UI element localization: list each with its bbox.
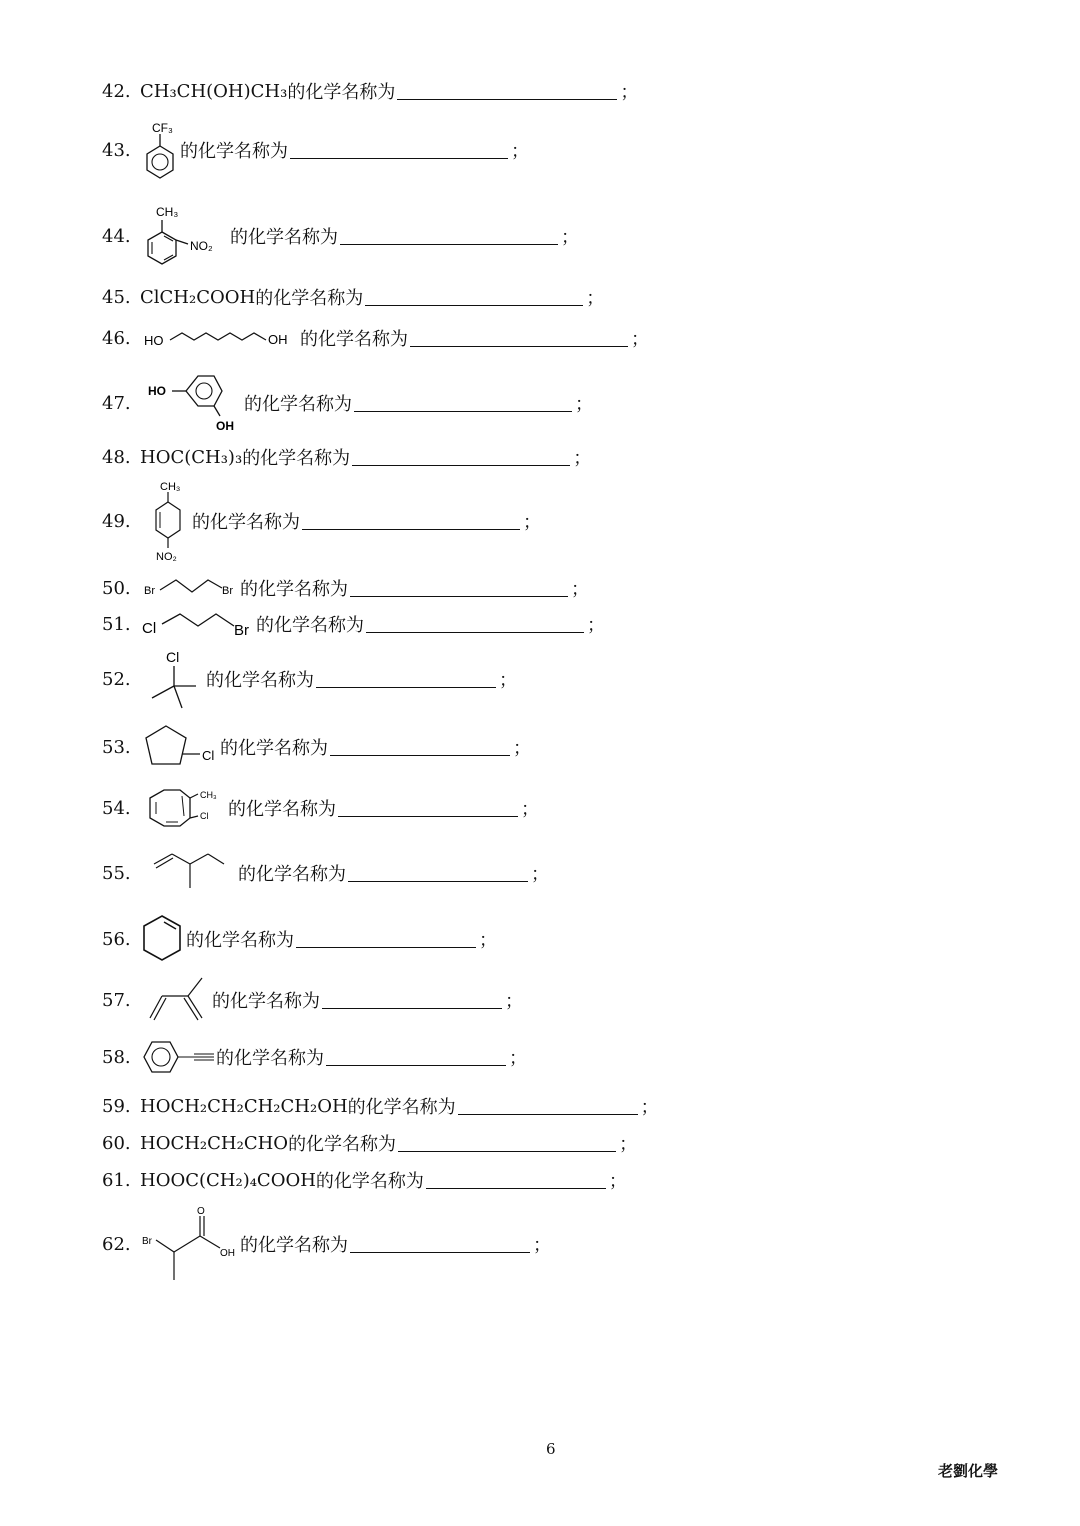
answer-blank[interactable]	[352, 449, 570, 466]
structure-tert-butyl-chloride	[140, 646, 206, 712]
answer-blank[interactable]	[350, 1236, 530, 1253]
prompt-text: 的化学名称为	[212, 991, 320, 1012]
prompt-text: 的化学名称为	[192, 512, 300, 533]
question-43	[102, 116, 529, 184]
prompt-text: 的化学名称为	[315, 1171, 424, 1192]
hydroxyl-label: HO	[144, 333, 164, 348]
question-44	[102, 200, 579, 272]
question-59	[102, 1093, 659, 1119]
question-50	[102, 574, 589, 602]
structure-nitrotoluene	[140, 200, 230, 272]
question-number: 48.	[102, 446, 131, 468]
semicolon: ；	[608, 1171, 627, 1192]
prompt-text: 的化学名称为	[347, 1097, 456, 1118]
answer-blank[interactable]	[326, 1049, 506, 1066]
structure-hexanediol	[140, 324, 300, 352]
question-51	[102, 608, 605, 640]
answer-blank[interactable]	[348, 865, 528, 882]
answer-blank[interactable]	[338, 800, 518, 817]
question-number: 61.	[102, 1169, 131, 1191]
question-number: 60.	[102, 1132, 131, 1154]
methyl-label: CH₃	[200, 790, 217, 800]
prompt-text: 的化学名称为	[238, 864, 346, 885]
question-number: 44.	[102, 225, 131, 247]
prompt-text: 的化学名称为	[256, 615, 364, 636]
answer-blank[interactable]	[302, 513, 520, 530]
answer-blank[interactable]	[365, 289, 583, 306]
answer-blank[interactable]	[398, 1135, 616, 1152]
semicolon: ；	[587, 615, 605, 636]
semicolon: ；	[575, 394, 593, 415]
semicolon: ；	[505, 991, 523, 1012]
question-number: 56.	[102, 928, 131, 950]
question-number: 62.	[102, 1233, 131, 1255]
methyl-label: CH₃	[160, 481, 181, 493]
prompt-text: 的化学名称为	[228, 799, 336, 820]
answer-blank[interactable]	[366, 616, 584, 633]
semicolon: ；	[511, 141, 529, 162]
chloro-label: Cl	[166, 649, 180, 665]
question-number: 53.	[102, 736, 131, 758]
question-number: 49.	[102, 510, 131, 532]
question-57	[102, 974, 523, 1026]
answer-blank[interactable]	[290, 142, 508, 159]
chloro-label: Cl	[142, 620, 157, 637]
semicolon: ；	[531, 864, 549, 885]
bromo-label: Br	[144, 585, 155, 597]
question-number: 52.	[102, 668, 131, 690]
semicolon: ；	[631, 329, 649, 350]
semicolon: ；	[523, 512, 541, 533]
question-47	[102, 368, 593, 438]
hydroxyl-label: OH	[216, 419, 234, 433]
semicolon: ；	[479, 930, 497, 951]
prompt-text: 的化学名称为	[216, 1048, 324, 1069]
formula-text: HOCH₂CH₂CH₂CH₂OH	[140, 1095, 348, 1117]
semicolon: ；	[513, 738, 531, 759]
methyl-label: CH₃	[156, 205, 179, 219]
page-number: 6	[546, 1440, 556, 1458]
question-42	[102, 78, 638, 104]
formula-text: HOCH₂CH₂CHO	[140, 1132, 289, 1154]
semicolon: ；	[586, 288, 605, 309]
prompt-text: 的化学名称为	[244, 394, 352, 415]
prompt-text: 的化学名称为	[287, 82, 396, 103]
chloro-label: Cl	[202, 748, 215, 763]
prompt-text: 的化学名称为	[300, 329, 408, 350]
question-49	[102, 478, 541, 564]
answer-blank[interactable]	[458, 1098, 638, 1115]
prompt-text: 的化学名称为	[288, 1134, 397, 1155]
question-number: 46.	[102, 327, 131, 349]
question-55	[102, 848, 549, 898]
answer-blank[interactable]	[410, 330, 628, 347]
semicolon: ；	[521, 799, 539, 820]
answer-blank[interactable]	[350, 580, 568, 597]
question-number: 47.	[102, 392, 131, 414]
question-number: 42.	[102, 80, 131, 102]
prompt-text: 的化学名称为	[206, 670, 314, 691]
prompt-text: 的化学名称为	[255, 288, 364, 309]
question-number: 57.	[102, 989, 131, 1011]
semicolon: ；	[620, 82, 639, 103]
prompt-text: 的化学名称为	[186, 930, 294, 951]
answer-blank[interactable]	[316, 671, 496, 688]
semicolon: ；	[561, 227, 579, 248]
answer-blank[interactable]	[354, 395, 572, 412]
question-53	[102, 720, 531, 774]
question-48	[102, 444, 591, 470]
bromo-label: Br	[234, 622, 249, 639]
structure-p-nitrotoluene	[140, 478, 192, 564]
question-56	[102, 912, 497, 966]
question-number: 45.	[102, 286, 131, 308]
prompt-text: 的化学名称为	[240, 579, 348, 600]
structure-bromochloropropane	[140, 608, 256, 640]
semicolon: ；	[509, 1048, 527, 1069]
formula-text: HOC(CH₃)₃	[140, 446, 243, 468]
structure-dibromopropane	[140, 574, 240, 602]
structure-chlorotoluene	[140, 784, 228, 832]
answer-blank[interactable]	[322, 992, 502, 1009]
substituent-label: CF₃	[152, 121, 173, 135]
semicolon: ；	[533, 1235, 551, 1256]
structure-phenylacetylene	[140, 1038, 216, 1076]
oxygen-label: O	[197, 1206, 205, 1217]
prompt-text: 的化学名称为	[180, 141, 288, 162]
hydroxyl-label: OH	[268, 332, 288, 347]
question-number: 51.	[102, 613, 131, 635]
answer-blank[interactable]	[330, 739, 510, 756]
structure-resorcinol	[140, 368, 244, 438]
semicolon: ；	[619, 1134, 638, 1155]
question-60	[102, 1130, 637, 1156]
structure-isoprene	[140, 974, 212, 1026]
question-58	[102, 1038, 527, 1076]
question-52	[102, 646, 517, 712]
prompt-text: 的化学名称为	[230, 227, 338, 248]
nitro-label: NO₂	[156, 551, 177, 563]
structure-trifluoromethylbenzene	[140, 116, 180, 184]
hydroxyl-label: HO	[148, 384, 166, 398]
question-number: 58.	[102, 1046, 131, 1068]
structure-chlorocyclopentane	[140, 720, 220, 774]
answer-blank[interactable]	[397, 83, 617, 100]
question-number: 43.	[102, 139, 131, 161]
question-46	[102, 324, 649, 352]
question-54	[102, 784, 539, 832]
nitro-label: NO₂	[190, 239, 213, 253]
structure-2-bromopropanoic-acid	[140, 1204, 240, 1284]
question-number: 55.	[102, 862, 131, 884]
hydroxyl-label: OH	[220, 1248, 235, 1259]
question-61	[102, 1167, 627, 1193]
semicolon: ；	[573, 448, 592, 469]
answer-blank[interactable]	[426, 1172, 606, 1189]
bromo-label: Br	[222, 585, 233, 597]
semicolon: ；	[640, 1097, 659, 1118]
structure-cyclohexene	[140, 912, 186, 966]
question-45	[102, 284, 604, 310]
brand-logo: 老劉化學	[938, 1462, 999, 1480]
formula-text: HOOC(CH₂)₄COOH	[140, 1169, 316, 1191]
prompt-text: 的化学名称为	[242, 448, 351, 469]
formula-text: CH₃CH(OH)CH₃	[140, 80, 288, 102]
answer-blank[interactable]	[296, 931, 476, 948]
structure-3-methyl-1-pentene	[140, 848, 238, 898]
question-number: 50.	[102, 577, 131, 599]
semicolon: ；	[571, 579, 589, 600]
formula-text: ClCH₂COOH	[140, 286, 256, 308]
question-number: 54.	[102, 797, 131, 819]
prompt-text: 的化学名称为	[220, 738, 328, 759]
bromo-label: Br	[142, 1236, 152, 1247]
prompt-text: 的化学名称为	[240, 1235, 348, 1256]
chloro-label: Cl	[200, 811, 209, 821]
answer-blank[interactable]	[340, 228, 558, 245]
question-62	[102, 1204, 551, 1284]
question-number: 59.	[102, 1095, 131, 1117]
semicolon: ；	[499, 670, 517, 691]
